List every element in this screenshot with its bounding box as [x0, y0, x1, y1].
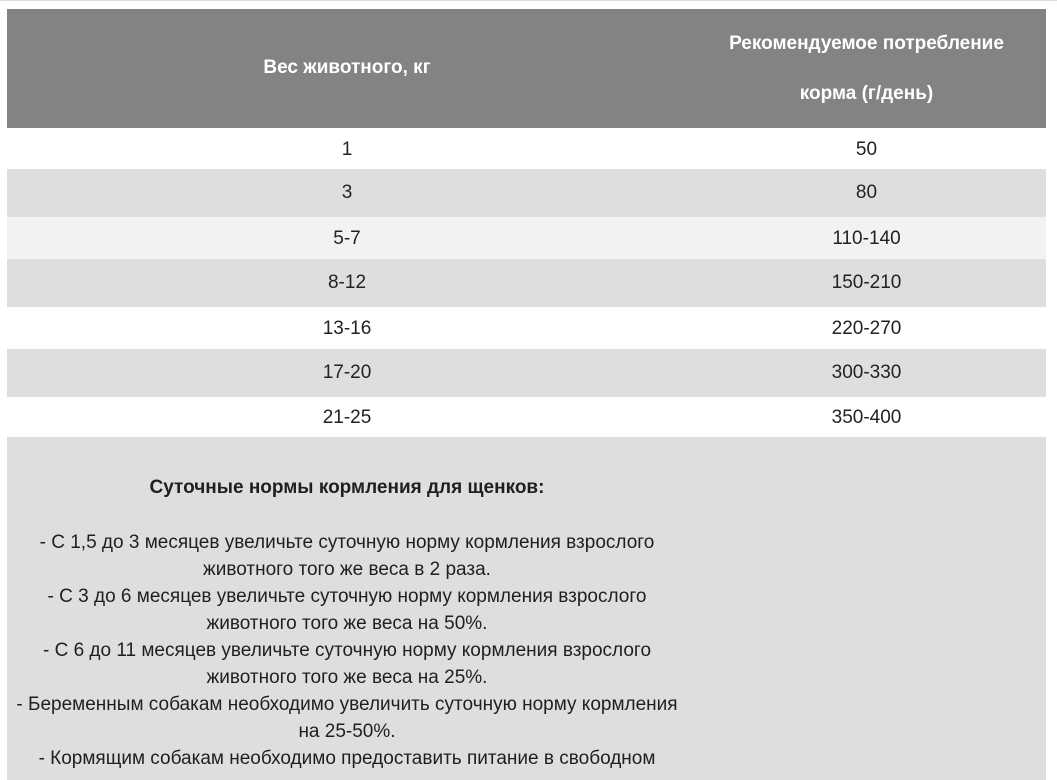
- table-header: [7, 9, 1046, 128]
- feeding-table: [7, 9, 1046, 437]
- header-weight-label: Вес животного, кг: [263, 56, 431, 78]
- header-intake-label-line2: корма (г/день): [799, 82, 934, 104]
- table-row: [7, 128, 1046, 169]
- table-body: [7, 128, 1046, 437]
- note-line: животного того же веса в 2 раза.: [203, 559, 491, 580]
- intake-cell: 50: [855, 139, 878, 160]
- weight-cell: 3: [341, 182, 353, 203]
- weight-cell: 1: [341, 139, 353, 160]
- weight-cell: 13-16: [322, 318, 372, 339]
- weight-cell: 21-25: [322, 407, 372, 428]
- table-row: [7, 307, 1046, 349]
- puppy-feeding-note: [7, 437, 1046, 780]
- intake-cell: 150-210: [831, 272, 902, 293]
- note-line: - Кормящим собакам необходимо предоставить питание в свободном: [38, 748, 656, 769]
- note-line: - С 6 до 11 месяцев увеличьте суточную норму кормления взрослого: [42, 640, 652, 661]
- intake-cell: 300-330: [831, 362, 902, 383]
- weight-cell: 8-12: [327, 272, 367, 293]
- intake-cell: 110-140: [832, 228, 901, 249]
- note-line: - С 1,5 до 3 месяцев увеличьте суточную норму кормления взрослого: [39, 532, 655, 553]
- note-text: [7, 529, 687, 772]
- weight-cell: 5-7: [333, 228, 361, 249]
- intake-cell: 80: [855, 182, 878, 203]
- note-line: - С 3 до 6 месяцев увеличьте суточную норму кормления взрослого: [47, 586, 647, 607]
- table-row: [7, 259, 1046, 307]
- intake-cell: 220-270: [831, 318, 902, 339]
- note-line: - Беременным собакам необходимо увеличить суточную норму кормления: [16, 694, 678, 715]
- header-intake-label-line1: Рекомендуемое потребление: [729, 32, 1004, 54]
- header-weight-cell: [7, 9, 687, 128]
- note-line: животного того же веса на 25%.: [206, 667, 488, 688]
- note-line: животного того же веса на 50%.: [206, 613, 488, 634]
- header-intake-cell: [687, 9, 1046, 128]
- table-row: [7, 217, 1046, 259]
- intake-cell: 350-400: [831, 407, 902, 428]
- table-row: [7, 397, 1046, 437]
- weight-cell: 17-20: [322, 362, 372, 383]
- note-heading: Суточные нормы кормления для щенков:: [149, 477, 545, 498]
- table-row: [7, 169, 1046, 217]
- note-line: на 25-50%.: [298, 721, 396, 742]
- table-row: [7, 349, 1046, 397]
